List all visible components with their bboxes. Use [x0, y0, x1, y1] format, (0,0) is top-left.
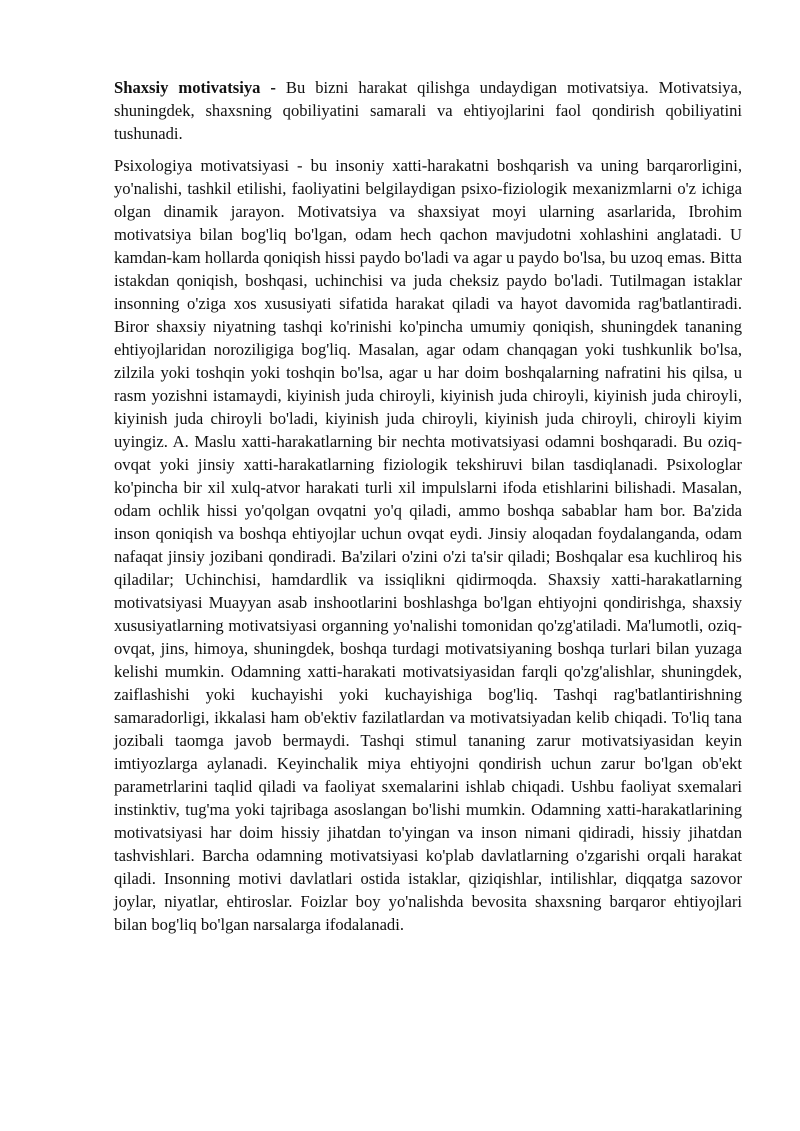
intro-text: Bu bizni harakat qilishga undaydigan motivatsiya. Motivatsiya, shuningdek, shaxsning qobiliyatini samarali va ehtiyojlarini faol qondirish qobiliyatini tushunadi. [114, 78, 743, 143]
body-paragraph: Psixologiya motivatsiyasi - bu insoniy xatti-harakatni boshqarish va uning barqarorligini, yo'nalishi, tashkil etilishi, faoliyatini belgilaydigan psixo-fiziologik mexanizmlarni o'z ichiga olgan dinamik jarayon. Motivatsiya va shaxsiyat moyi ularning asarlarida, Ibrohim motivatsiya bilan bog'liq bo'lgan, odam hech qachon mavjudotni xohlashini anglatadi. U kamdan-kam hollarda qoniqish hissi paydo bo'ladi va agar u paydo bo'lsa, bu uzoq emas. Bitta istakdan qoniqish, boshqasi, uchinchisi va juda cheksiz paydo bo'ladi. Tutilmagan istaklar insonning o'ziga xos xususiyati sifatida harakat qiladi va hayot davomida rag'batlantiradi. Biror shaxsiy niyatning tashqi ko'rinishi ko'pincha umumiy qoniqish, shuningdek tananing ehtiyojlaridan noroziligiga bog'liq. Masalan, agar odam chanqagan yoki tushkunlik bo'lsa, zilzila yoki toshqin yoki toshqin bo'lsa, agar u har doim boshqalarning nafratini his qilsa, u rasm yozishni istamaydi, kiyinish juda chiroyli, kiyinish juda chiroyli, kiyinish juda chiroyli, kiyinish juda chiroyli bo'ladi, kiyinish juda chiroyli, kiyinish juda chiroyli, chiroyli kiyim uyingiz. A. Maslu xatti-harakatlarning bir nechta motivatsiyasi odamni boshqaradi. Bu oziq-ovqat yoki jinsiy xatti-harakatlarning fiziologik tekshiruvi bilan tasdiqlanadi. Psixologlar ko'pincha bir xil xulq-atvor harakati turli xil impulslarni ifoda etishlarini bilishadi. Masalan, odam ochlik hissi yo'qolgan ovqatni yo'q qiladi, ammo boshqa sabablar ham bor. Ba'zida inson qoniqish va boshqa ehtiyojlar uchun ovqat eydi. Jinsiy aloqadan foydalanganda, odam nafaqat jinsiy jozibani qondiradi. Ba'zilari o'zini o'zi ta'sir qiladi; Boshqalar esa kuchliroq his qiladilar; Uchinchisi, hamdardlik va issiqlikni qidirmoqda. Shaxsiy xatti-harakatlarning motivatsiyasi Muayyan asab inshootlarini boshlashga bo'lgan ehtiyojni qondirishga, shaxsiy xususiyatlarning motivatsiyasi organning yo'nalishi tomonidan qo'zg'atiladi. Ma'lumotli, oziq-ovqat, jins, himoya, shuningdek, boshqa turdagi motivatsiyaning boshqa turlari bilan yuzaga kelishi mumkin. Odamning xatti-harakati motivatsiyasidan farqli qo'zg'alishlar, shuningdek, zaiflashishi yoki kuchayishi yoki kuchayishiga bog'liq. Tashqi rag'batlantirishning samaradorligi, ikkalasi ham ob'ektiv fazilatlardan va motivatsiyadan kelib chiqadi. To'liq tana jozibali taomga javob bermaydi. Tashqi stimul tananing zarur motivatsiyasidan keyin imtiyozlarga aylanadi. Keyinchalik miya ehtiyojni qondirish uchun zarur bo'lgan ob'ekt parametrlarini taqlid qiladi va faoliyat sxemalarini ishlab chiqadi. Ushbu faoliyat sxemalari instinktiv, tug'ma yoki tajribaga asoslangan bo'lishi mumkin. Odamning xatti-harakatlarining motivatsiyasi har doim hissiy jihatdan to'yingan va inson nimani qidiradi, hissiy jihatdan tashvishlari. Barcha odamning motivatsiyasi ko'plab davlatlarning o'zgarishi orqali harakat qiladi. Insonning motivi davlatlari ostida istaklar, qiziqishlar, intilishlar, diqqatga sazovor joylar, niyatlar, ehtiroslar. Foizlar boy yo'nalishda bevosita shaxsning barqaror ehtiyojlari bilan bog'liq bo'lgan narsalarga ifodalanadi. [114, 156, 742, 934]
intro-term: Shaxsiy motivatsiya - [114, 78, 276, 97]
intro-paragraph [114, 76, 742, 145]
document-page [114, 76, 742, 945]
